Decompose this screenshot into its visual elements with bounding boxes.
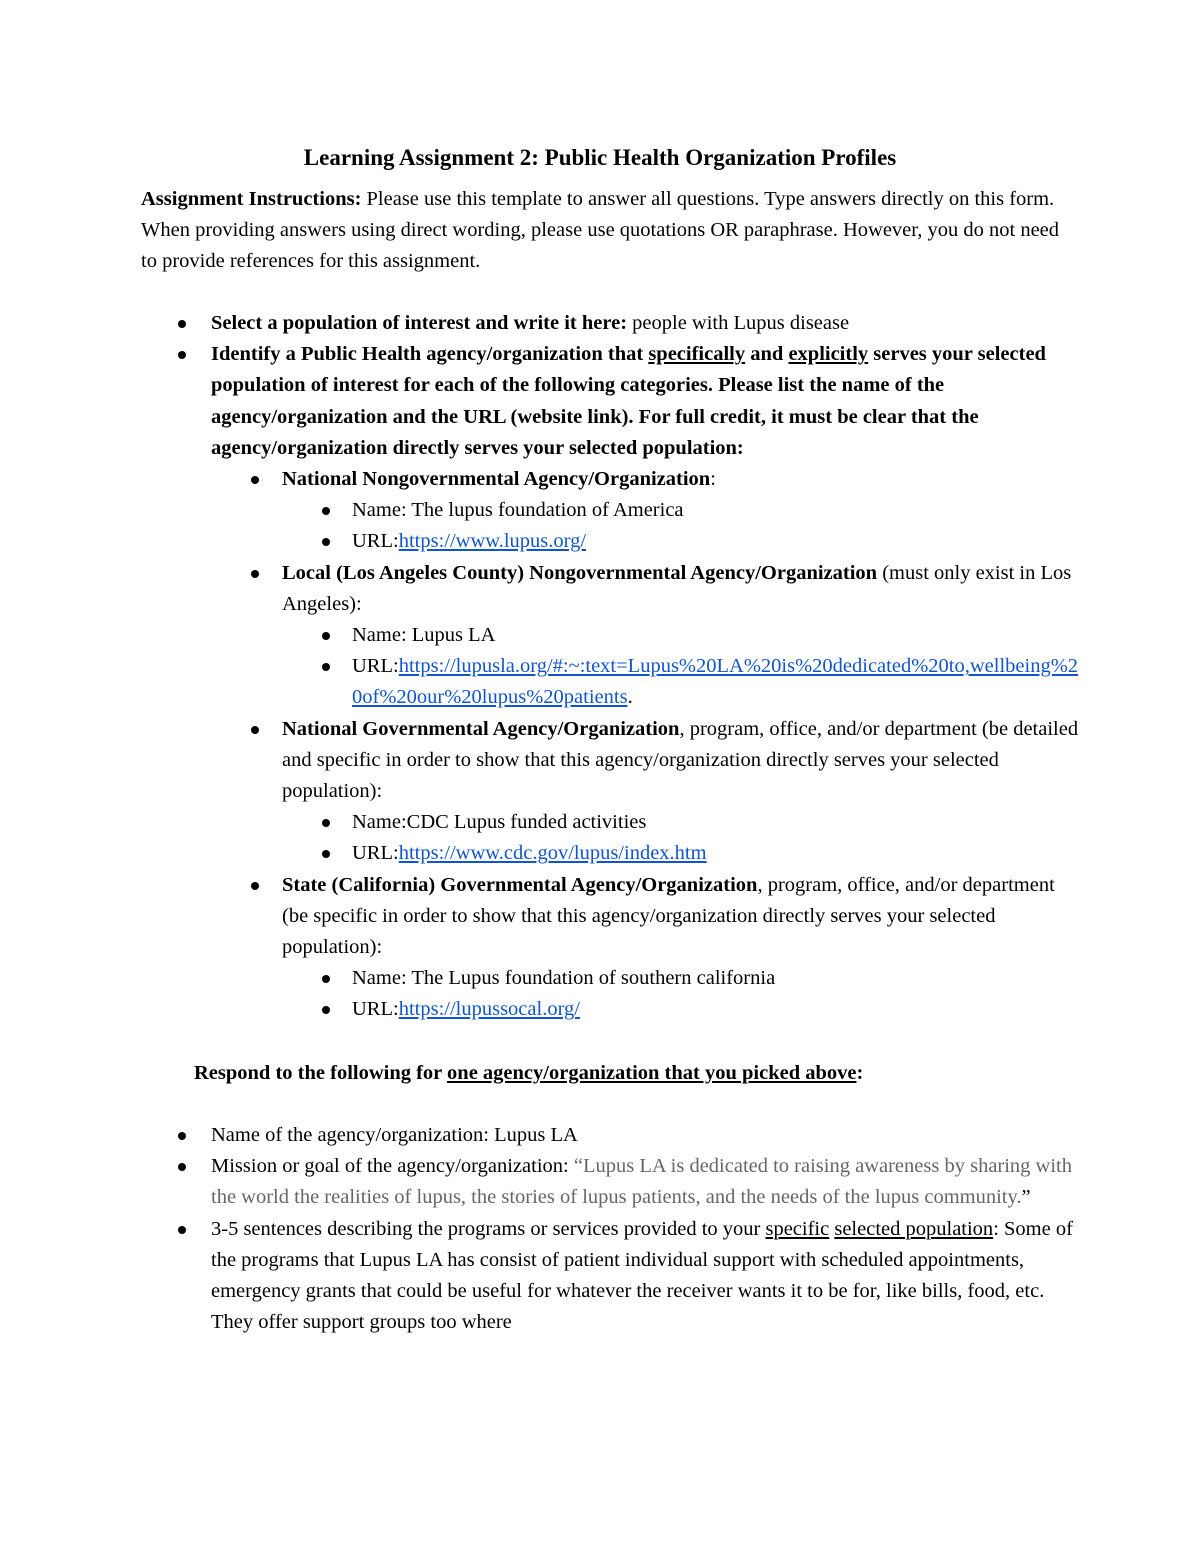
org-url-link[interactable]: https://lupussocal.org/ <box>398 998 580 1021</box>
org-url-link[interactable]: https://lupusla.org/#:~:text=Lupus%20LA%20is%20dedicated%20to,wellbeing%20of%20our%20lupus%20patients <box>352 655 1079 709</box>
response-mission <box>211 1151 1081 1213</box>
category-local-nongov <box>282 558 1081 714</box>
org-url-link[interactable]: https://www.lupus.org/ <box>398 530 587 553</box>
category-label: National Nongovernmental Agency/Organization <box>282 468 711 491</box>
org-name: Name:CDC Lupus funded activities <box>352 807 1081 838</box>
programs-text: : Some of the programs that Lupus LA has consist of patient individual support with scheduled appointments, emergency grants that could be useful for whatever the receiver wants it to be for, like bills, food, etc. They offer support groups too where <box>211 1217 1073 1334</box>
category-details <box>352 620 1081 714</box>
category-details <box>352 963 1081 1025</box>
list-item-identify <box>211 339 1081 1025</box>
identify-explicitly: explicitly <box>788 343 869 366</box>
category-rest: , program, office, and/or department (be detailed and specific in order to show that this agency/organization directly serves your selected population): <box>282 717 1079 803</box>
mission-quote: “Lupus LA is dedicated to raising awareness by sharing with the world the realities of lupus, the stories of lupus patients, and the needs of the lupus community. <box>211 1155 1073 1209</box>
category-rest: , program, office, and/or department (be specific in order to show that this agency/organization directly serves your selected population): <box>282 873 1055 959</box>
response-programs <box>211 1214 1081 1339</box>
category-details <box>352 807 1081 869</box>
instructions-text: Please use this template to answer all questions. Type answers directly on this form. When providing answers using direct wording, please use quotations OR paraphrase. However, you do not need to provide references for this assignment. <box>141 188 1060 273</box>
identify-part1: Identify a Public Health agency/organization that <box>211 343 649 366</box>
identify-specifically: specifically <box>648 343 746 366</box>
programs-prefix: 3-5 sentences describing the programs or services provided to your <box>211 1217 766 1240</box>
category-label: Local (Los Angeles County) Nongovernmental Agency/Organization <box>282 561 878 584</box>
mission-end: ” <box>1021 1186 1031 1209</box>
url-prefix: URL: <box>352 998 399 1021</box>
category-details <box>352 495 1081 557</box>
instructions-label: Assignment Instructions: <box>141 188 362 210</box>
org-name: Name: The Lupus foundation of southern california <box>352 963 1081 994</box>
url-prefix: URL: <box>352 530 399 553</box>
org-name: Name: The lupus foundation of America <box>352 495 1081 526</box>
category-rest: : <box>710 468 716 491</box>
org-url-item <box>352 838 1081 869</box>
identify-part2: serves your selected population of interest for each of the following categories. Please list the name of the agency/organization and the URL (website link). For full credit, it must be clear that the agency/organization directly serves your selected population: <box>211 343 1046 459</box>
response-name: Name of the agency/organization: Lupus LA <box>211 1120 1081 1151</box>
identify-and: and <box>745 343 789 366</box>
question-list <box>211 308 1081 1026</box>
category-national-nongov <box>282 464 1081 558</box>
category-state-gov <box>282 870 1081 1026</box>
respond-suffix: : <box>856 1062 864 1084</box>
respond-heading <box>194 1058 1094 1089</box>
response-list <box>211 1120 1081 1338</box>
category-label: National Governmental Agency/Organization <box>282 717 680 740</box>
url-suffix: . <box>627 686 633 709</box>
respond-underlined: one agency/organization that you picked above <box>447 1062 857 1084</box>
category-label: State (California) Governmental Agency/Organization <box>282 873 758 896</box>
identify-text <box>211 343 1046 459</box>
category-rest: (must only exist in Los Angeles): <box>282 561 1072 615</box>
programs-selected-population: selected population <box>834 1217 994 1240</box>
programs-specific: specific <box>765 1217 830 1240</box>
category-national-gov <box>282 714 1081 870</box>
mission-label: Mission or goal of the agency/organization: <box>211 1155 574 1178</box>
url-prefix: URL: <box>352 842 399 865</box>
org-name: Name: Lupus LA <box>352 620 1081 651</box>
org-url-link[interactable]: https://www.cdc.gov/lupus/index.htm <box>398 842 707 865</box>
org-url-item <box>352 651 1081 713</box>
list-item-population <box>211 308 1081 339</box>
org-url-item <box>352 994 1081 1025</box>
page-title: Learning Assignment 2: Public Health Organization Profiles <box>303 145 897 170</box>
url-prefix: URL: <box>352 655 399 678</box>
category-list <box>282 464 1081 1026</box>
org-url-item <box>352 526 1081 557</box>
assignment-instructions <box>141 184 1061 278</box>
population-prompt: Select a population of interest and write it here: <box>211 312 628 334</box>
population-answer: people with Lupus disease <box>627 312 850 334</box>
respond-prefix: Respond to the following for <box>194 1062 448 1084</box>
